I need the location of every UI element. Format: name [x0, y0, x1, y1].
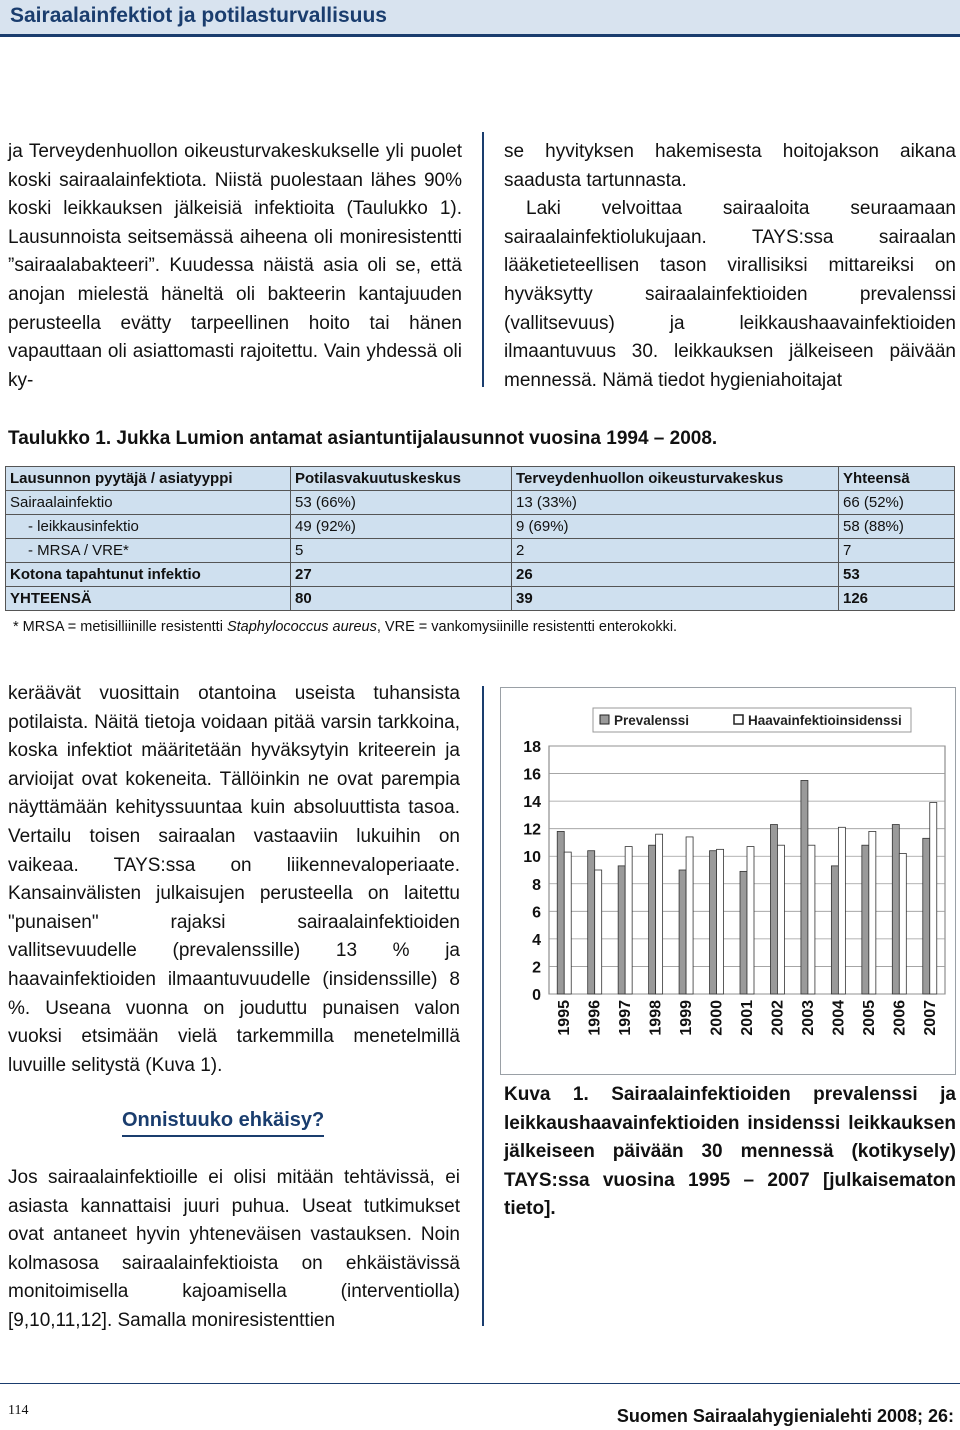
y-tick-label: 6 — [532, 904, 541, 922]
table-header-row — [6, 467, 955, 491]
bar-incidence — [777, 845, 784, 994]
bar-prevalence — [649, 845, 656, 994]
bar-incidence — [869, 831, 876, 994]
x-tick-label: 2005 — [860, 1000, 878, 1036]
bar-incidence — [838, 827, 845, 994]
y-tick-label: 8 — [532, 876, 541, 894]
page-number: 114 — [8, 1403, 29, 1418]
legend-swatch-incidence — [734, 715, 743, 724]
x-tick-label: 1999 — [678, 1000, 696, 1036]
legend-label-prevalence: Prevalenssi — [614, 713, 690, 728]
table-row — [6, 515, 955, 539]
table-header-cell: Terveydenhuollon oikeusturvakeskus — [512, 467, 839, 491]
journal-citation: Suomen Sairaalahygienialehti 2008; 26: — [616, 1406, 954, 1426]
bar-incidence — [747, 847, 754, 994]
y-tick-label: 18 — [523, 739, 541, 756]
x-tick-label: 2000 — [708, 1000, 726, 1036]
legend-swatch-prevalence — [600, 715, 609, 724]
table-cell: - MRSA / VRE* — [6, 539, 291, 563]
table-header-cell: Yhteensä — [839, 467, 955, 491]
bar-prevalence — [557, 831, 564, 994]
x-tick-label: 2001 — [739, 1000, 756, 1036]
table-cell: 2 — [512, 539, 839, 563]
table-cell: 126 — [839, 587, 955, 611]
y-tick-label: 2 — [532, 959, 541, 977]
bar-incidence — [808, 845, 815, 994]
table-cell: YHTEENSÄ — [6, 587, 291, 611]
column-divider — [482, 686, 484, 1326]
table-cell: - leikkausinfektio — [6, 515, 291, 539]
table-row — [6, 587, 955, 611]
y-tick-label: 10 — [523, 849, 541, 867]
table-cell: 53 — [839, 563, 955, 587]
table-cell: 5 — [291, 539, 512, 563]
y-tick-label: 14 — [523, 794, 541, 812]
running-title: Sairaalainfektiot ja potilasturvallisuus — [10, 4, 387, 27]
bar-prevalence — [831, 866, 838, 994]
section-heading: Onnistuuko ehkäisy? — [122, 1106, 324, 1137]
paragraph: Laki velvoittaa sairaaloita seuraamaan sairaalainfektiolukujaan. TAYS:ssa sairaalan lääketieteellisen tason virallisiksi mittareiksi on hyväksytty sairaalainfektioiden prevalenssi (vallitsevuus) ja leikkaushaavainfektioiden ilmaantuvuus 30. leikkauksen jälkeiseen päivään mennessä. Nämä tiedot hygieniahoitajat — [504, 198, 956, 391]
paragraph: se hyvityksen hakemisesta hoitojakson aikana saadusta tartunnasta. — [504, 141, 956, 191]
column-divider — [482, 132, 484, 387]
bar-incidence — [717, 849, 724, 994]
x-tick-label: 2002 — [769, 1000, 787, 1036]
bar-incidence — [625, 847, 632, 994]
figure-caption: Kuva 1. Sairaalainfektioiden prevalenssi ja leikkaushaavainfektioiden insidenssi leikkauksen jälkeiseen päivään 30 mennessä (kotikysely) TAYS:ssa vuosina 1995 – 2007 [julkaisematon tieto]. — [504, 1084, 956, 1220]
table-cell: 39 — [512, 587, 839, 611]
x-tick-label: 1995 — [556, 1000, 574, 1036]
x-tick-label: 1996 — [586, 1000, 604, 1036]
bar-prevalence — [588, 851, 595, 994]
table-footnote — [13, 619, 677, 635]
table-header-cell: Lausunnon pyytäjä / asiatyyppi — [6, 467, 291, 491]
footer-rule — [0, 1383, 960, 1384]
bar-prevalence — [710, 851, 717, 994]
table-cell: 80 — [291, 587, 512, 611]
y-tick-label: 12 — [523, 821, 541, 839]
paragraph: Jos sairaalainfektioille ei olisi mitään tehtävissä, ei asiasta kannattaisi juuri puhua. Useat tutkimukset ovat antaneet hyvin yhteneväisen vastauksen. Noin kolmasosa sairaalainfektioista on ehkäistävissä monitoimisella kajoamisella (interventiolla) [9,10,11,12]. Samalla moniresistenttien — [8, 1167, 460, 1331]
bar-incidence — [656, 834, 663, 994]
infection-chart — [501, 688, 955, 1074]
table-cell: 9 (69%) — [512, 515, 839, 539]
table-cell: 58 (88%) — [839, 515, 955, 539]
header-rule — [0, 34, 960, 37]
expert-statements-table — [5, 466, 955, 611]
table-cell: 66 (52%) — [839, 491, 955, 515]
bar-prevalence — [770, 825, 777, 994]
y-tick-label: 4 — [532, 931, 541, 949]
table-cell: 26 — [512, 563, 839, 587]
bar-prevalence — [923, 838, 930, 994]
table-caption: Taulukko 1. Jukka Lumion antamat asiantuntijalausunnot vuosina 1994 – 2008. — [8, 428, 718, 449]
bar-prevalence — [740, 871, 747, 994]
table-cell: 13 (33%) — [512, 491, 839, 515]
column-bottom-left — [8, 680, 460, 1080]
bar-prevalence — [679, 870, 686, 994]
x-tick-label: 1997 — [617, 1000, 635, 1036]
x-tick-label: 2003 — [799, 1000, 817, 1036]
table-row — [6, 539, 955, 563]
x-tick-label: 2007 — [921, 1000, 939, 1036]
bar-incidence — [899, 853, 906, 994]
paragraph: keräävät vuosittain otantoina useista tuhansista potilaista. Näitä tietoja voidaan pitää varsin tarkkoina, koska infektiot määritetään hyväksytyin kriteerein ja arvioijat ovat kokeneita. Tällöinkin ne ovat parempia näyttämään kehityssuuntaa kuin absoluuttista tasoa. Vertailu toisen sairaalan vastaaviin lukuihin on vaikeaa. TAYS:ssa on liikennevaloperiaate. Kansainvälisten julkaisujen perusteella on laitettu "punaisen" rajaksi sairaalainfektioiden vallitsevuudelle (prevalenssille) 13 % ja haavainfektioiden ilmaantuvuudelle (insidenssille) 8 %. Useana vuonna on jouduttu punaisen valon vuoksi etsimään vielä tarkemmilla menetelmillä luvuille selitystä (Kuva 1). — [8, 683, 460, 1076]
paragraph: ja Terveydenhuollon oikeusturvakeskukselle yli puolet koski sairaalainfektiota. Niistä puolestaan lähes 90% koski leikkauksen jälkeisiä infektioita (Taulukko 1). Lausunnoista seitsemässä aiheena oli moniresistentti ”sairaalabakteeri”. Kuudessa näistä asia oli se, että anojan mielestä häneltä oli bakteerin kantajuuden perusteella evätty tarpeellinen hoito tai hänen vapauttaan oli asiattomasti rajoitettu. Vain yhdessä oli ky- — [8, 141, 462, 391]
bar-prevalence — [801, 780, 808, 994]
table-cell: 49 (92%) — [291, 515, 512, 539]
bar-prevalence — [892, 825, 899, 994]
table-cell: Sairaalainfektio — [6, 491, 291, 515]
column-bottom-left-continued — [8, 1164, 460, 1336]
bar-incidence — [564, 852, 571, 994]
table-cell: 27 — [291, 563, 512, 587]
bar-prevalence — [862, 845, 869, 994]
bar-incidence — [686, 837, 693, 994]
table-header-cell: Potilasvakuutuskeskus — [291, 467, 512, 491]
bar-incidence — [595, 870, 602, 994]
y-tick-label: 16 — [523, 766, 541, 784]
x-tick-label: 1998 — [647, 1000, 665, 1036]
column-top-right — [504, 138, 956, 395]
y-tick-label: 0 — [532, 987, 541, 1004]
bar-incidence — [930, 802, 937, 994]
table-cell: 7 — [839, 539, 955, 563]
footnote-text: , VRE = vankomysiinille resistentti enterokokki. — [376, 619, 678, 635]
table-row — [6, 563, 955, 587]
footnote-text: * MRSA = metisilliinille resistentti — [13, 619, 227, 635]
footnote-species: Staphylococcus aureus — [226, 619, 377, 635]
figure-frame — [500, 687, 956, 1075]
table-cell: Kotona tapahtunut infektio — [6, 563, 291, 587]
table-cell: 53 (66%) — [291, 491, 512, 515]
legend-label-incidence: Haavainfektioinsidenssi — [748, 713, 902, 728]
table-row — [6, 491, 955, 515]
x-tick-label: 2006 — [891, 1000, 909, 1036]
bar-prevalence — [618, 866, 625, 994]
column-top-left — [8, 138, 462, 395]
x-tick-label: 2004 — [830, 1000, 848, 1036]
